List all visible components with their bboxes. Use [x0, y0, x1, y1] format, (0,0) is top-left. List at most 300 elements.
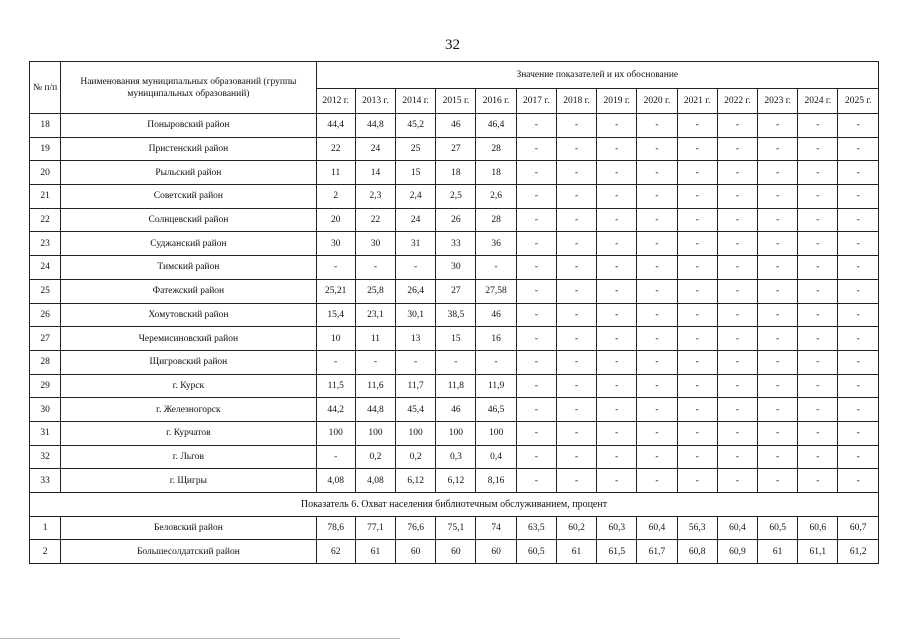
value-cell: - — [516, 161, 556, 185]
value-cell: 77,1 — [355, 516, 395, 540]
value-cell: 10 — [316, 327, 355, 351]
table-row — [30, 445, 879, 469]
value-cell: - — [677, 421, 717, 445]
row-number: 22 — [30, 208, 61, 232]
row-number: 20 — [30, 161, 61, 185]
value-cell: 60,8 — [677, 540, 717, 564]
value-cell: - — [758, 232, 798, 256]
municipality-name: Пристенский район — [61, 137, 316, 161]
value-cell: - — [677, 232, 717, 256]
value-cell: 60,3 — [597, 516, 637, 540]
value-cell: 0,2 — [355, 445, 395, 469]
value-cell: - — [838, 137, 879, 161]
municipality-name: Щигровский район — [61, 350, 316, 374]
value-cell: - — [516, 350, 556, 374]
indicator-table — [29, 61, 879, 564]
value-cell: - — [516, 303, 556, 327]
value-cell: - — [838, 303, 879, 327]
value-cell: 27 — [436, 137, 476, 161]
value-cell: - — [556, 398, 596, 422]
value-cell: - — [637, 161, 677, 185]
value-cell: - — [476, 350, 516, 374]
value-cell: - — [758, 350, 798, 374]
value-cell: - — [516, 421, 556, 445]
value-cell: 75,1 — [436, 516, 476, 540]
value-cell: - — [717, 303, 757, 327]
value-cell: 11,5 — [316, 374, 355, 398]
value-cell: - — [637, 114, 677, 138]
value-cell: - — [637, 469, 677, 493]
value-cell: - — [838, 374, 879, 398]
table-row — [30, 398, 879, 422]
value-cell: 30 — [355, 232, 395, 256]
header-year: 2024 г. — [798, 89, 838, 114]
table-row — [30, 374, 879, 398]
value-cell: - — [597, 137, 637, 161]
row-number: 18 — [30, 114, 61, 138]
header-year: 2014 г. — [396, 89, 436, 114]
value-cell: - — [838, 208, 879, 232]
value-cell: - — [637, 137, 677, 161]
value-cell: - — [316, 445, 355, 469]
header-values-title: Значение показателей и их обоснование — [316, 62, 878, 89]
value-cell: 23,1 — [355, 303, 395, 327]
value-cell: 100 — [355, 421, 395, 445]
value-cell: 14 — [355, 161, 395, 185]
row-number: 2 — [30, 540, 61, 564]
value-cell: - — [798, 303, 838, 327]
value-cell: 60,7 — [838, 516, 879, 540]
value-cell: 60,6 — [798, 516, 838, 540]
value-cell: - — [637, 208, 677, 232]
value-cell: 0,2 — [396, 445, 436, 469]
value-cell: 2,4 — [396, 185, 436, 209]
value-cell: - — [516, 114, 556, 138]
value-cell: - — [637, 303, 677, 327]
table-row — [30, 421, 879, 445]
value-cell: 62 — [316, 540, 355, 564]
value-cell: 38,5 — [436, 303, 476, 327]
header-year: 2019 г. — [597, 89, 637, 114]
row-number: 21 — [30, 185, 61, 209]
value-cell: 31 — [396, 232, 436, 256]
value-cell: 44,8 — [355, 398, 395, 422]
row-number: 29 — [30, 374, 61, 398]
value-cell: - — [717, 374, 757, 398]
value-cell: - — [476, 256, 516, 280]
value-cell: 15 — [436, 327, 476, 351]
value-cell: 100 — [476, 421, 516, 445]
table-row — [30, 232, 879, 256]
value-cell: - — [597, 279, 637, 303]
value-cell: - — [838, 256, 879, 280]
value-cell: 2,6 — [476, 185, 516, 209]
value-cell: 61 — [758, 540, 798, 564]
value-cell: 44,4 — [316, 114, 355, 138]
header-year: 2017 г. — [516, 89, 556, 114]
municipality-name: Хомутовский район — [61, 303, 316, 327]
value-cell: - — [677, 350, 717, 374]
value-cell: - — [838, 232, 879, 256]
value-cell: 11,7 — [396, 374, 436, 398]
value-cell: - — [717, 398, 757, 422]
value-cell: - — [717, 185, 757, 209]
value-cell: 56,3 — [677, 516, 717, 540]
value-cell: - — [798, 185, 838, 209]
value-cell: 46 — [476, 303, 516, 327]
value-cell: - — [597, 114, 637, 138]
value-cell: - — [556, 279, 596, 303]
value-cell: - — [597, 327, 637, 351]
value-cell: - — [597, 469, 637, 493]
value-cell: 6,12 — [396, 469, 436, 493]
value-cell: - — [556, 421, 596, 445]
value-cell: - — [516, 185, 556, 209]
header-year: 2015 г. — [436, 89, 476, 114]
value-cell: 2,3 — [355, 185, 395, 209]
value-cell: 6,12 — [436, 469, 476, 493]
row-number: 26 — [30, 303, 61, 327]
table-row — [30, 469, 879, 493]
value-cell: 61,5 — [597, 540, 637, 564]
value-cell: 61,2 — [838, 540, 879, 564]
row-number: 23 — [30, 232, 61, 256]
value-cell: - — [798, 161, 838, 185]
section-row — [30, 493, 879, 517]
value-cell: - — [637, 279, 677, 303]
value-cell: - — [677, 185, 717, 209]
value-cell: 0,3 — [436, 445, 476, 469]
value-cell: - — [717, 256, 757, 280]
value-cell: - — [798, 421, 838, 445]
value-cell: 30,1 — [396, 303, 436, 327]
header-year: 2022 г. — [717, 89, 757, 114]
value-cell: 30 — [436, 256, 476, 280]
municipality-name: г. Щигры — [61, 469, 316, 493]
value-cell: - — [798, 469, 838, 493]
value-cell: - — [758, 303, 798, 327]
table-row — [30, 114, 879, 138]
value-cell: - — [677, 256, 717, 280]
value-cell: - — [597, 208, 637, 232]
value-cell: - — [677, 137, 717, 161]
scan-edge-line — [0, 638, 400, 639]
value-cell: - — [677, 469, 717, 493]
value-cell: 4,08 — [355, 469, 395, 493]
value-cell: 25,8 — [355, 279, 395, 303]
value-cell: - — [838, 350, 879, 374]
value-cell: - — [798, 137, 838, 161]
value-cell: 45,4 — [396, 398, 436, 422]
value-cell: 11,6 — [355, 374, 395, 398]
value-cell: 76,6 — [396, 516, 436, 540]
value-cell: 60,4 — [717, 516, 757, 540]
value-cell: - — [396, 350, 436, 374]
value-cell: - — [758, 114, 798, 138]
value-cell: - — [677, 161, 717, 185]
municipality-name: г. Курск — [61, 374, 316, 398]
value-cell: - — [556, 445, 596, 469]
header-year: 2025 г. — [838, 89, 879, 114]
value-cell: - — [758, 279, 798, 303]
value-cell: 22 — [316, 137, 355, 161]
value-cell: 18 — [476, 161, 516, 185]
value-cell: - — [556, 161, 596, 185]
value-cell: 26,4 — [396, 279, 436, 303]
value-cell: - — [637, 398, 677, 422]
value-cell: - — [597, 161, 637, 185]
value-cell: - — [838, 279, 879, 303]
row-number: 30 — [30, 398, 61, 422]
value-cell: - — [597, 256, 637, 280]
value-cell: 25,21 — [316, 279, 355, 303]
value-cell: 61 — [556, 540, 596, 564]
value-cell: - — [597, 303, 637, 327]
value-cell: - — [677, 279, 717, 303]
table-row — [30, 256, 879, 280]
row-number: 31 — [30, 421, 61, 445]
table-row — [30, 161, 879, 185]
value-cell: - — [355, 350, 395, 374]
value-cell: - — [677, 303, 717, 327]
value-cell: 60 — [476, 540, 516, 564]
value-cell: - — [838, 185, 879, 209]
municipality-name: Черемисиновский район — [61, 327, 316, 351]
value-cell: - — [717, 445, 757, 469]
section-title: Показатель 6. Охват населения библиотечным обслуживанием, процент — [30, 493, 879, 517]
value-cell: 36 — [476, 232, 516, 256]
value-cell: - — [597, 398, 637, 422]
value-cell: 11 — [316, 161, 355, 185]
value-cell: - — [316, 350, 355, 374]
value-cell: - — [717, 137, 757, 161]
value-cell: 16 — [476, 327, 516, 351]
value-cell: - — [516, 256, 556, 280]
value-cell: - — [717, 421, 757, 445]
value-cell: - — [637, 374, 677, 398]
value-cell: 33 — [436, 232, 476, 256]
value-cell: - — [798, 256, 838, 280]
value-cell: - — [516, 469, 556, 493]
table-row — [30, 350, 879, 374]
value-cell: - — [838, 114, 879, 138]
header-year: 2016 г. — [476, 89, 516, 114]
value-cell: - — [838, 161, 879, 185]
municipality-name: г. Курчатов — [61, 421, 316, 445]
value-cell: 15,4 — [316, 303, 355, 327]
value-cell: - — [717, 350, 757, 374]
value-cell: - — [798, 398, 838, 422]
value-cell: 28 — [476, 137, 516, 161]
value-cell: - — [556, 327, 596, 351]
value-cell: - — [556, 469, 596, 493]
value-cell: - — [556, 185, 596, 209]
value-cell: 30 — [316, 232, 355, 256]
table-row — [30, 185, 879, 209]
value-cell: - — [758, 469, 798, 493]
value-cell: - — [677, 208, 717, 232]
value-cell: 25 — [396, 137, 436, 161]
value-cell: 24 — [355, 137, 395, 161]
header-num: № п/п — [30, 62, 61, 114]
value-cell: - — [597, 185, 637, 209]
value-cell: - — [556, 350, 596, 374]
row-number: 24 — [30, 256, 61, 280]
row-number: 1 — [30, 516, 61, 540]
value-cell: - — [758, 256, 798, 280]
table-row — [30, 516, 879, 540]
table-row — [30, 208, 879, 232]
value-cell: - — [516, 208, 556, 232]
value-cell: 46 — [436, 114, 476, 138]
value-cell: - — [556, 137, 596, 161]
value-cell: - — [516, 279, 556, 303]
value-cell: - — [516, 232, 556, 256]
header-year: 2021 г. — [677, 89, 717, 114]
municipality-name: г. Железногорск — [61, 398, 316, 422]
page-number: 32 — [445, 37, 460, 53]
value-cell: 100 — [396, 421, 436, 445]
value-cell: 60,5 — [758, 516, 798, 540]
value-cell: - — [597, 374, 637, 398]
value-cell: 27 — [436, 279, 476, 303]
value-cell: 28 — [476, 208, 516, 232]
value-cell: 2,5 — [436, 185, 476, 209]
value-cell: 2 — [316, 185, 355, 209]
value-cell: - — [396, 256, 436, 280]
value-cell: 44,8 — [355, 114, 395, 138]
value-cell: - — [637, 232, 677, 256]
municipality-name: Рыльский район — [61, 161, 316, 185]
value-cell: - — [798, 445, 838, 469]
value-cell: - — [798, 350, 838, 374]
table-row — [30, 327, 879, 351]
value-cell: - — [355, 256, 395, 280]
value-cell: - — [516, 374, 556, 398]
value-cell: - — [316, 256, 355, 280]
municipality-name: г. Льгов — [61, 445, 316, 469]
header-year: 2018 г. — [556, 89, 596, 114]
value-cell: - — [717, 114, 757, 138]
value-cell: - — [758, 445, 798, 469]
value-cell: 15 — [396, 161, 436, 185]
row-number: 27 — [30, 327, 61, 351]
row-number: 25 — [30, 279, 61, 303]
value-cell: - — [798, 232, 838, 256]
value-cell: - — [597, 350, 637, 374]
value-cell: 60,2 — [556, 516, 596, 540]
value-cell: - — [556, 114, 596, 138]
header-name: Наименования муниципальных образований (группы муниципальных образований) — [61, 62, 316, 114]
row-number: 28 — [30, 350, 61, 374]
value-cell: - — [556, 208, 596, 232]
value-cell: - — [677, 114, 717, 138]
value-cell: 46,5 — [476, 398, 516, 422]
value-cell: - — [677, 445, 717, 469]
value-cell: - — [717, 161, 757, 185]
value-cell: - — [556, 303, 596, 327]
value-cell: 27,58 — [476, 279, 516, 303]
value-cell: - — [637, 327, 677, 351]
value-cell: - — [516, 445, 556, 469]
header-year: 2020 г. — [637, 89, 677, 114]
value-cell: 60 — [396, 540, 436, 564]
municipality-name: Беловский район — [61, 516, 316, 540]
value-cell: 13 — [396, 327, 436, 351]
value-cell: - — [798, 114, 838, 138]
value-cell: - — [758, 327, 798, 351]
value-cell: - — [516, 398, 556, 422]
value-cell: - — [717, 469, 757, 493]
value-cell: 44,2 — [316, 398, 355, 422]
value-cell: 18 — [436, 161, 476, 185]
value-cell: 46 — [436, 398, 476, 422]
value-cell: 74 — [476, 516, 516, 540]
value-cell: - — [838, 327, 879, 351]
value-cell: - — [436, 350, 476, 374]
value-cell: - — [677, 327, 717, 351]
value-cell: 60,5 — [516, 540, 556, 564]
value-cell: - — [758, 161, 798, 185]
municipality-name: Поныровский район — [61, 114, 316, 138]
value-cell: 60,9 — [717, 540, 757, 564]
municipality-name: Советский район — [61, 185, 316, 209]
value-cell: 20 — [316, 208, 355, 232]
value-cell: - — [637, 421, 677, 445]
value-cell: - — [717, 327, 757, 351]
value-cell: 0,4 — [476, 445, 516, 469]
header-year: 2013 г. — [355, 89, 395, 114]
value-cell: - — [597, 421, 637, 445]
value-cell: - — [637, 350, 677, 374]
value-cell: 61,1 — [798, 540, 838, 564]
value-cell: - — [717, 232, 757, 256]
municipality-name: Тимский район — [61, 256, 316, 280]
table-row — [30, 540, 879, 564]
value-cell: 100 — [436, 421, 476, 445]
value-cell: - — [758, 185, 798, 209]
row-number: 19 — [30, 137, 61, 161]
header-year: 2023 г. — [758, 89, 798, 114]
value-cell: - — [597, 232, 637, 256]
value-cell: - — [717, 279, 757, 303]
value-cell: 45,2 — [396, 114, 436, 138]
value-cell: - — [798, 327, 838, 351]
table-header — [30, 62, 879, 114]
value-cell: - — [556, 232, 596, 256]
value-cell: - — [758, 421, 798, 445]
value-cell: 11 — [355, 327, 395, 351]
value-cell: - — [637, 256, 677, 280]
value-cell: - — [798, 279, 838, 303]
value-cell: 60 — [436, 540, 476, 564]
value-cell: - — [798, 208, 838, 232]
value-cell: 60,4 — [637, 516, 677, 540]
municipality-name: Суджанский район — [61, 232, 316, 256]
municipality-name: Солнцевский район — [61, 208, 316, 232]
value-cell: 11,8 — [436, 374, 476, 398]
value-cell: - — [677, 398, 717, 422]
value-cell: - — [556, 374, 596, 398]
value-cell: 46,4 — [476, 114, 516, 138]
value-cell: 61,7 — [637, 540, 677, 564]
value-cell: - — [677, 374, 717, 398]
value-cell: 26 — [436, 208, 476, 232]
municipality-name: Фатежский район — [61, 279, 316, 303]
value-cell: 78,6 — [316, 516, 355, 540]
municipality-name: Большесолдатский район — [61, 540, 316, 564]
value-cell: 4,08 — [316, 469, 355, 493]
